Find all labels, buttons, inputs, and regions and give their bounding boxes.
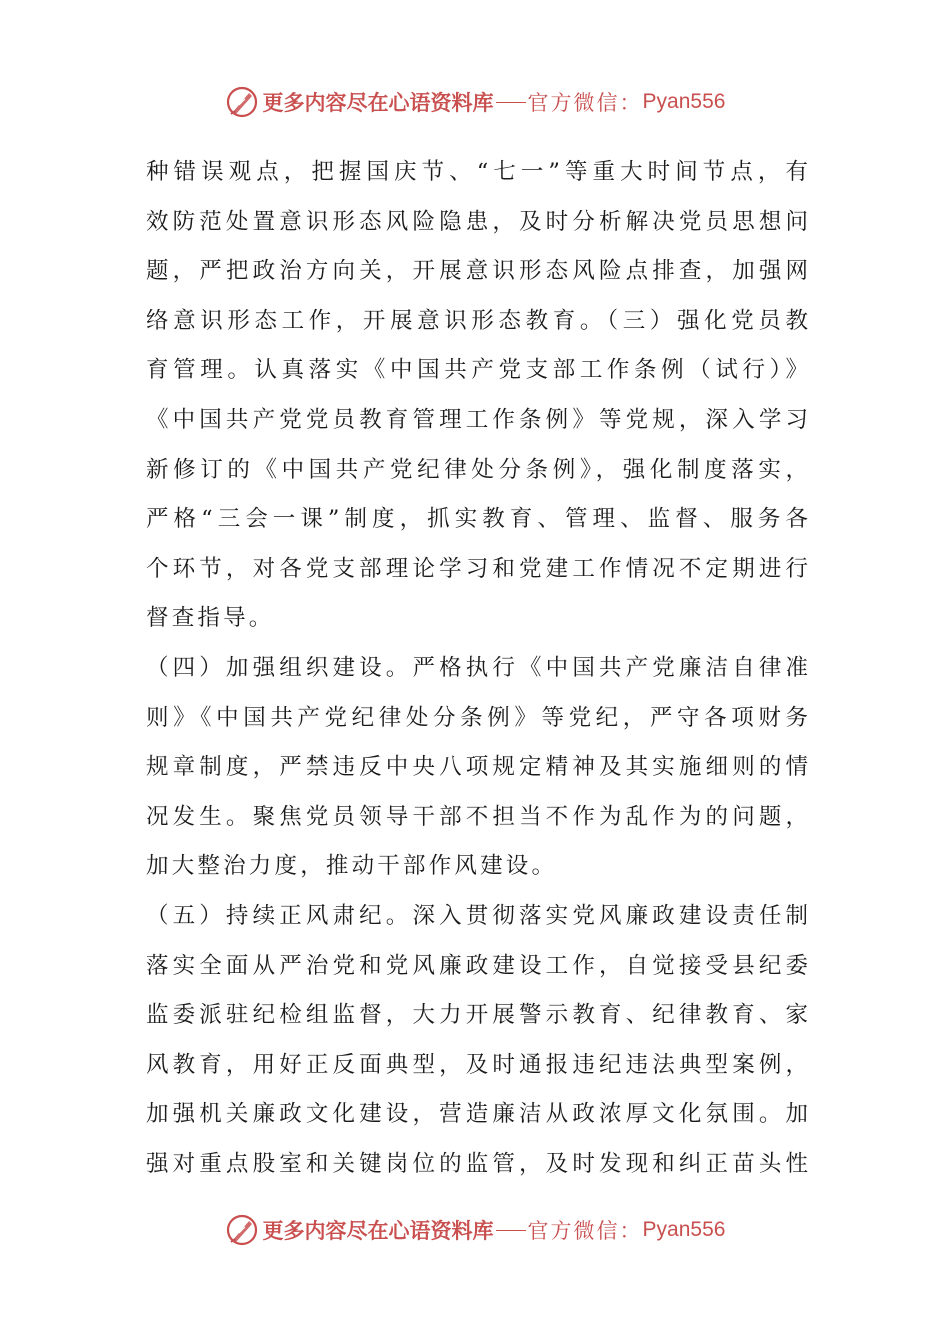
banner-divider bbox=[496, 1230, 526, 1231]
quill-logo-icon bbox=[225, 1213, 259, 1247]
document-body bbox=[146, 148, 808, 1189]
footer-watermark-banner bbox=[0, 1210, 950, 1250]
text-line: 个环节，对各党支部理论学习和党建工作情况不定期进行 bbox=[146, 555, 808, 582]
text-line: 络意识形态工作，开展意识形态教育。（三）强化党员教 bbox=[146, 307, 808, 334]
text-line: 规章制度，严禁违反中央八项规定精神及其实施细则的情 bbox=[146, 754, 808, 781]
text-line: 加大整治力度，推动干部作风建设。 bbox=[146, 853, 558, 880]
text-line: （五）持续正风肃纪。深入贯彻落实党风廉政建设责任制 bbox=[146, 902, 808, 929]
brand-text: 更多内容尽在心语资料库 bbox=[262, 90, 494, 115]
text-line: 种错误观点，把握国庆节、“七一”等重大时间节点，有 bbox=[146, 159, 808, 185]
header-watermark-banner bbox=[0, 82, 950, 122]
wechat-label: 官方微信： bbox=[527, 1219, 643, 1243]
text-line: 题，严把政治方向关，开展意识形态风险点排查，加强网 bbox=[146, 258, 808, 285]
wechat-label: 官方微信： bbox=[527, 91, 643, 115]
text-line: 强对重点股室和关键岗位的监管，及时发现和纠正苗头性 bbox=[146, 1150, 808, 1177]
brand-text: 更多内容尽在心语资料库 bbox=[262, 1218, 494, 1243]
text-line: 效防范处置意识形态风险隐患，及时分析解决党员思想问 bbox=[146, 208, 808, 235]
text-line: 监委派驻纪检组监督，大力开展警示教育、纪律教育、家 bbox=[146, 1002, 808, 1029]
banner-divider bbox=[496, 102, 526, 103]
text-line: 况发生。聚焦党员领导干部不担当不作为乱作为的问题， bbox=[146, 803, 808, 830]
text-line: 严格“三会一课”制度，抓实教育、管理、监督、服务各 bbox=[146, 506, 808, 533]
text-line: 加强机关廉政文化建设，营造廉洁从政浓厚文化氛围。加 bbox=[146, 1101, 808, 1128]
quill-logo-icon bbox=[225, 85, 259, 119]
text-line: 风教育，用好正反面典型，及时通报违纪违法典型案例， bbox=[146, 1051, 808, 1078]
wechat-id: Pyan556 bbox=[642, 1218, 726, 1241]
text-line: 《中国共产党党员教育管理工作条例》等党规，深入学习 bbox=[146, 406, 808, 433]
text-line: 督查指导。 bbox=[146, 605, 275, 632]
text-line: 新修订的《中国共产党纪律处分条例》，强化制度落实， bbox=[146, 456, 808, 483]
wechat-id: Pyan556 bbox=[642, 90, 726, 113]
text-line: 育管理。认真落实《中国共产党支部工作条例（试行）》 bbox=[146, 357, 808, 384]
text-line: （四）加强组织建设。严格执行《中国共产党廉洁自律准 bbox=[146, 654, 808, 681]
text-line: 落实全面从严治党和党风廉政建设工作，自觉接受县纪委 bbox=[146, 952, 808, 979]
text-line: 则》《中国共产党纪律处分条例》等党纪，严守各项财务 bbox=[146, 704, 808, 731]
